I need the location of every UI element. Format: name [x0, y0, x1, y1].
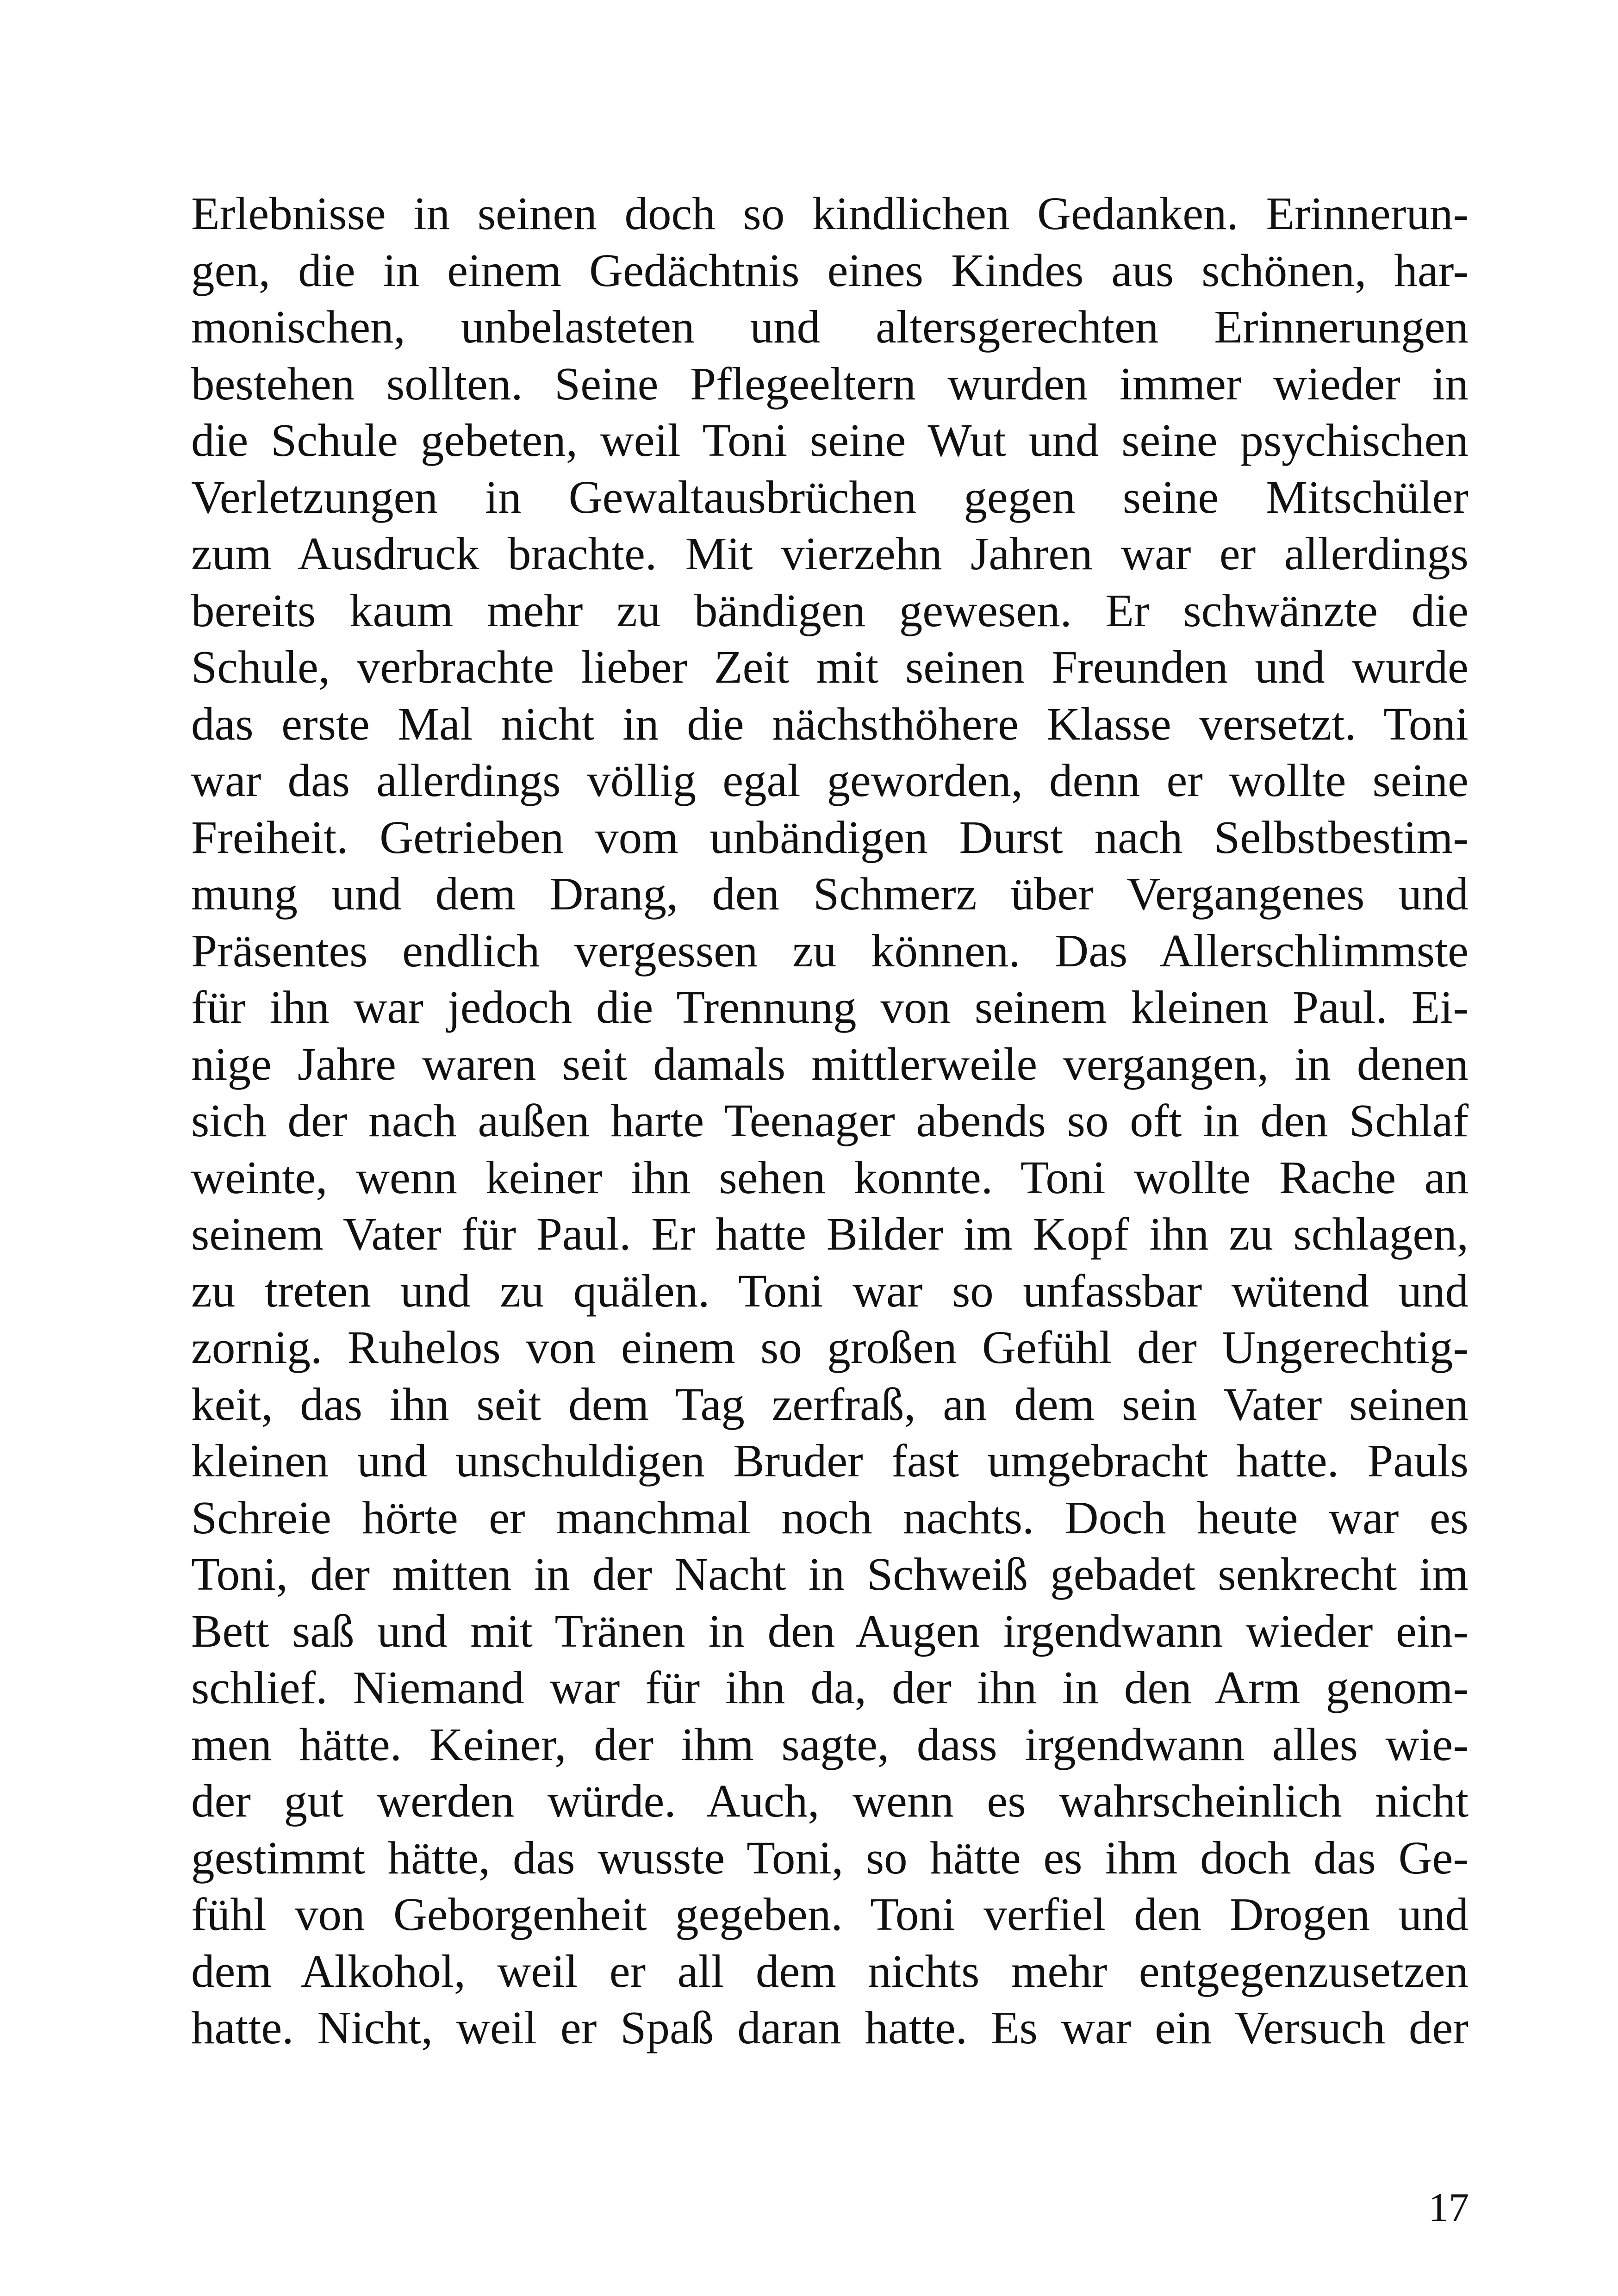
- text-line: gestimmt hätte, das wusste Toni, so hätte es ihm doch das Ge-: [191, 1831, 1469, 1884]
- text-line: men hätte. Keiner, der ihm sagte, dass irgendwann alles wie-: [191, 1718, 1469, 1770]
- text-line: Präsentes endlich vergessen zu können. Das Allerschlimmste: [191, 924, 1469, 977]
- text-line: Toni, der mitten in der Nacht in Schweiß gebadet senkrecht im: [191, 1548, 1469, 1600]
- page-number: 17: [1428, 2185, 1469, 2230]
- text-line: fühl von Geborgenheit gegeben. Toni verfiel den Drogen und: [191, 1888, 1469, 1940]
- text-line: zu treten und zu quälen. Toni war so unfassbar wütend und: [191, 1264, 1469, 1317]
- text-line: für ihn war jedoch die Trennung von seinem kleinen Paul. Ei-: [191, 981, 1469, 1033]
- text-line: keit, das ihn seit dem Tag zerfraß, an dem sein Vater seinen: [191, 1378, 1469, 1430]
- text-line: Schreie hörte er manchmal noch nachts. Doch heute war es: [191, 1491, 1469, 1543]
- text-line: die Schule gebeten, weil Toni seine Wut und seine psychischen: [191, 414, 1469, 466]
- text-line: mung und dem Drang, den Schmerz über Vergangenes und: [191, 868, 1469, 920]
- text-line: Erlebnisse in seinen doch so kindlichen Gedanken. Erinnerun-: [191, 187, 1469, 239]
- text-line: Verletzungen in Gewaltausbrüchen gegen seine Mitschüler: [191, 471, 1469, 523]
- text-line: zornig. Ruhelos von einem so großen Gefühl der Ungerechtig-: [191, 1321, 1469, 1373]
- text-line: bereits kaum mehr zu bändigen gewesen. Er schwänzte die: [191, 584, 1469, 636]
- text-line: nige Jahre waren seit damals mittlerweile vergangen, in denen: [191, 1038, 1469, 1090]
- text-line: bestehen sollten. Seine Pflegeeltern wurden immer wieder in: [191, 357, 1469, 410]
- text-line: gen, die in einem Gedächtnis eines Kindes aus schönen, har-: [191, 244, 1469, 296]
- text-line: zum Ausdruck brachte. Mit vierzehn Jahren war er allerdings: [191, 528, 1469, 579]
- text-line: das erste Mal nicht in die nächsthöhere Klasse versetzt. Toni: [191, 697, 1469, 750]
- text-line: war das allerdings völlig egal geworden, denn er wollte seine: [191, 754, 1469, 806]
- text-line: der gut werden würde. Auch, wenn es wahrscheinlich nicht: [191, 1775, 1469, 1827]
- text-line: hatte. Nicht, weil er Spaß daran hatte. Es war ein Versuch der: [191, 2002, 1469, 2053]
- text-line: schlief. Niemand war für ihn da, der ihn in den Arm genom-: [191, 1661, 1469, 1713]
- text-line: sich der nach außen harte Teenager abends so oft in den Schlaf: [191, 1095, 1469, 1146]
- text-line: seinem Vater für Paul. Er hatte Bilder im Kopf ihn zu schlagen,: [191, 1208, 1469, 1260]
- text-line: weinte, wenn keiner ihn sehen konnte. Toni wollte Rache an: [191, 1151, 1469, 1203]
- body-text: [191, 185, 1469, 2056]
- text-line: dem Alkohol, weil er all dem nichts mehr entgegenzusetzen: [191, 1945, 1469, 1997]
- text-line: kleinen und unschuldigen Bruder fast umgebracht hatte. Pauls: [191, 1435, 1469, 1487]
- text-line: monischen, unbelasteten und altersgerechten Erinnerungen: [191, 301, 1469, 353]
- text-line: Schule, verbrachte lieber Zeit mit seinen Freunden und wurde: [191, 641, 1469, 693]
- text-line: Freiheit. Getrieben vom unbändigen Durst nach Selbstbestim-: [191, 811, 1469, 863]
- text-line: Bett saß und mit Tränen in den Augen irgendwann wieder ein-: [191, 1605, 1469, 1657]
